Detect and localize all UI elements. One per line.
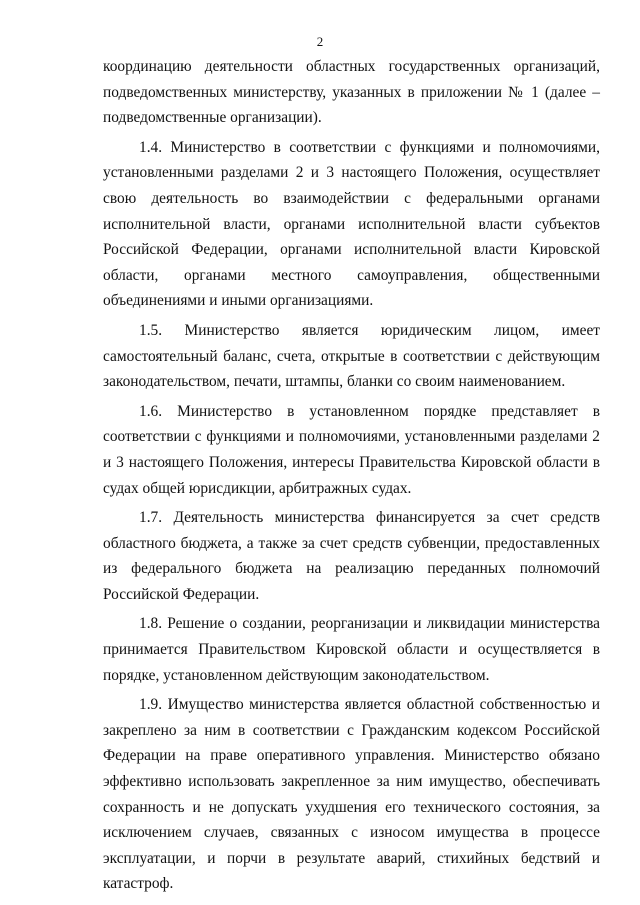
paragraph-1-5: 1.5. Министерство является юридическим лицом, имеет самостоятельный баланс, счета, открытые в соответствии с действующим законодательством, печати, штампы, бланки со своим наименованием. [103,321,600,391]
document-body [103,54,600,901]
paragraph-1-4: 1.4. Министерство в соответствии с функциями и полномочиями, установленными разделами 2 и 3 настоящего Положения, осуществляет свою деятельность во взаимодействии с федеральными органами исполнительной власти, органами исполнительной власти субъектов Российской Федерации, органами исполнительной власти Кировской области, органами местного самоуправления, общественными объединениями и иными организациями. [103,138,600,310]
page-number: 2 [316,34,324,49]
paragraph-1-9: 1.9. Имущество министерства является областной собственностью и закреплено за ним в соответствии с Гражданским кодексом Российской Федерации на праве оперативного управления. Министерство обязано эффективно использовать закрепленное за ним имущество, обеспечивать сохранность и не допускать ухудшения его технического состояния, за исключением случаев, связанных с износом имущества в процессе эксплуатации, и порчи в результате аварий, стихийных бедствий и катастроф. [103,696,600,893]
paragraph-1-8: 1.8. Решение о создании, реорганизации и ликвидации министерства принимается Правительством Кировской области и осуществляется в порядке, установленном действующим законодательством. [103,615,600,684]
paragraph-1-6: 1.6. Министерство в установленном порядке представляет в соответствии с функциями и полномочиями, установленными разделами 2 и 3 настоящего Положения, интересы Правительства Кировской области в судах общей юрисдикции, арбитражных судах. [103,402,600,497]
paragraph-1-3-continuation: координацию деятельности областных государственных организаций, подведомственных министерству, указанных в приложении № 1 (далее – подведомственные организации). [103,58,600,127]
paragraph-1-7: 1.7. Деятельность министерства финансируется за счет средств областного бюджета, а также за счет средств субвенции, предоставленных из федерального бюджета на реализацию переданных полномочий Российской Федерации. [103,509,600,603]
